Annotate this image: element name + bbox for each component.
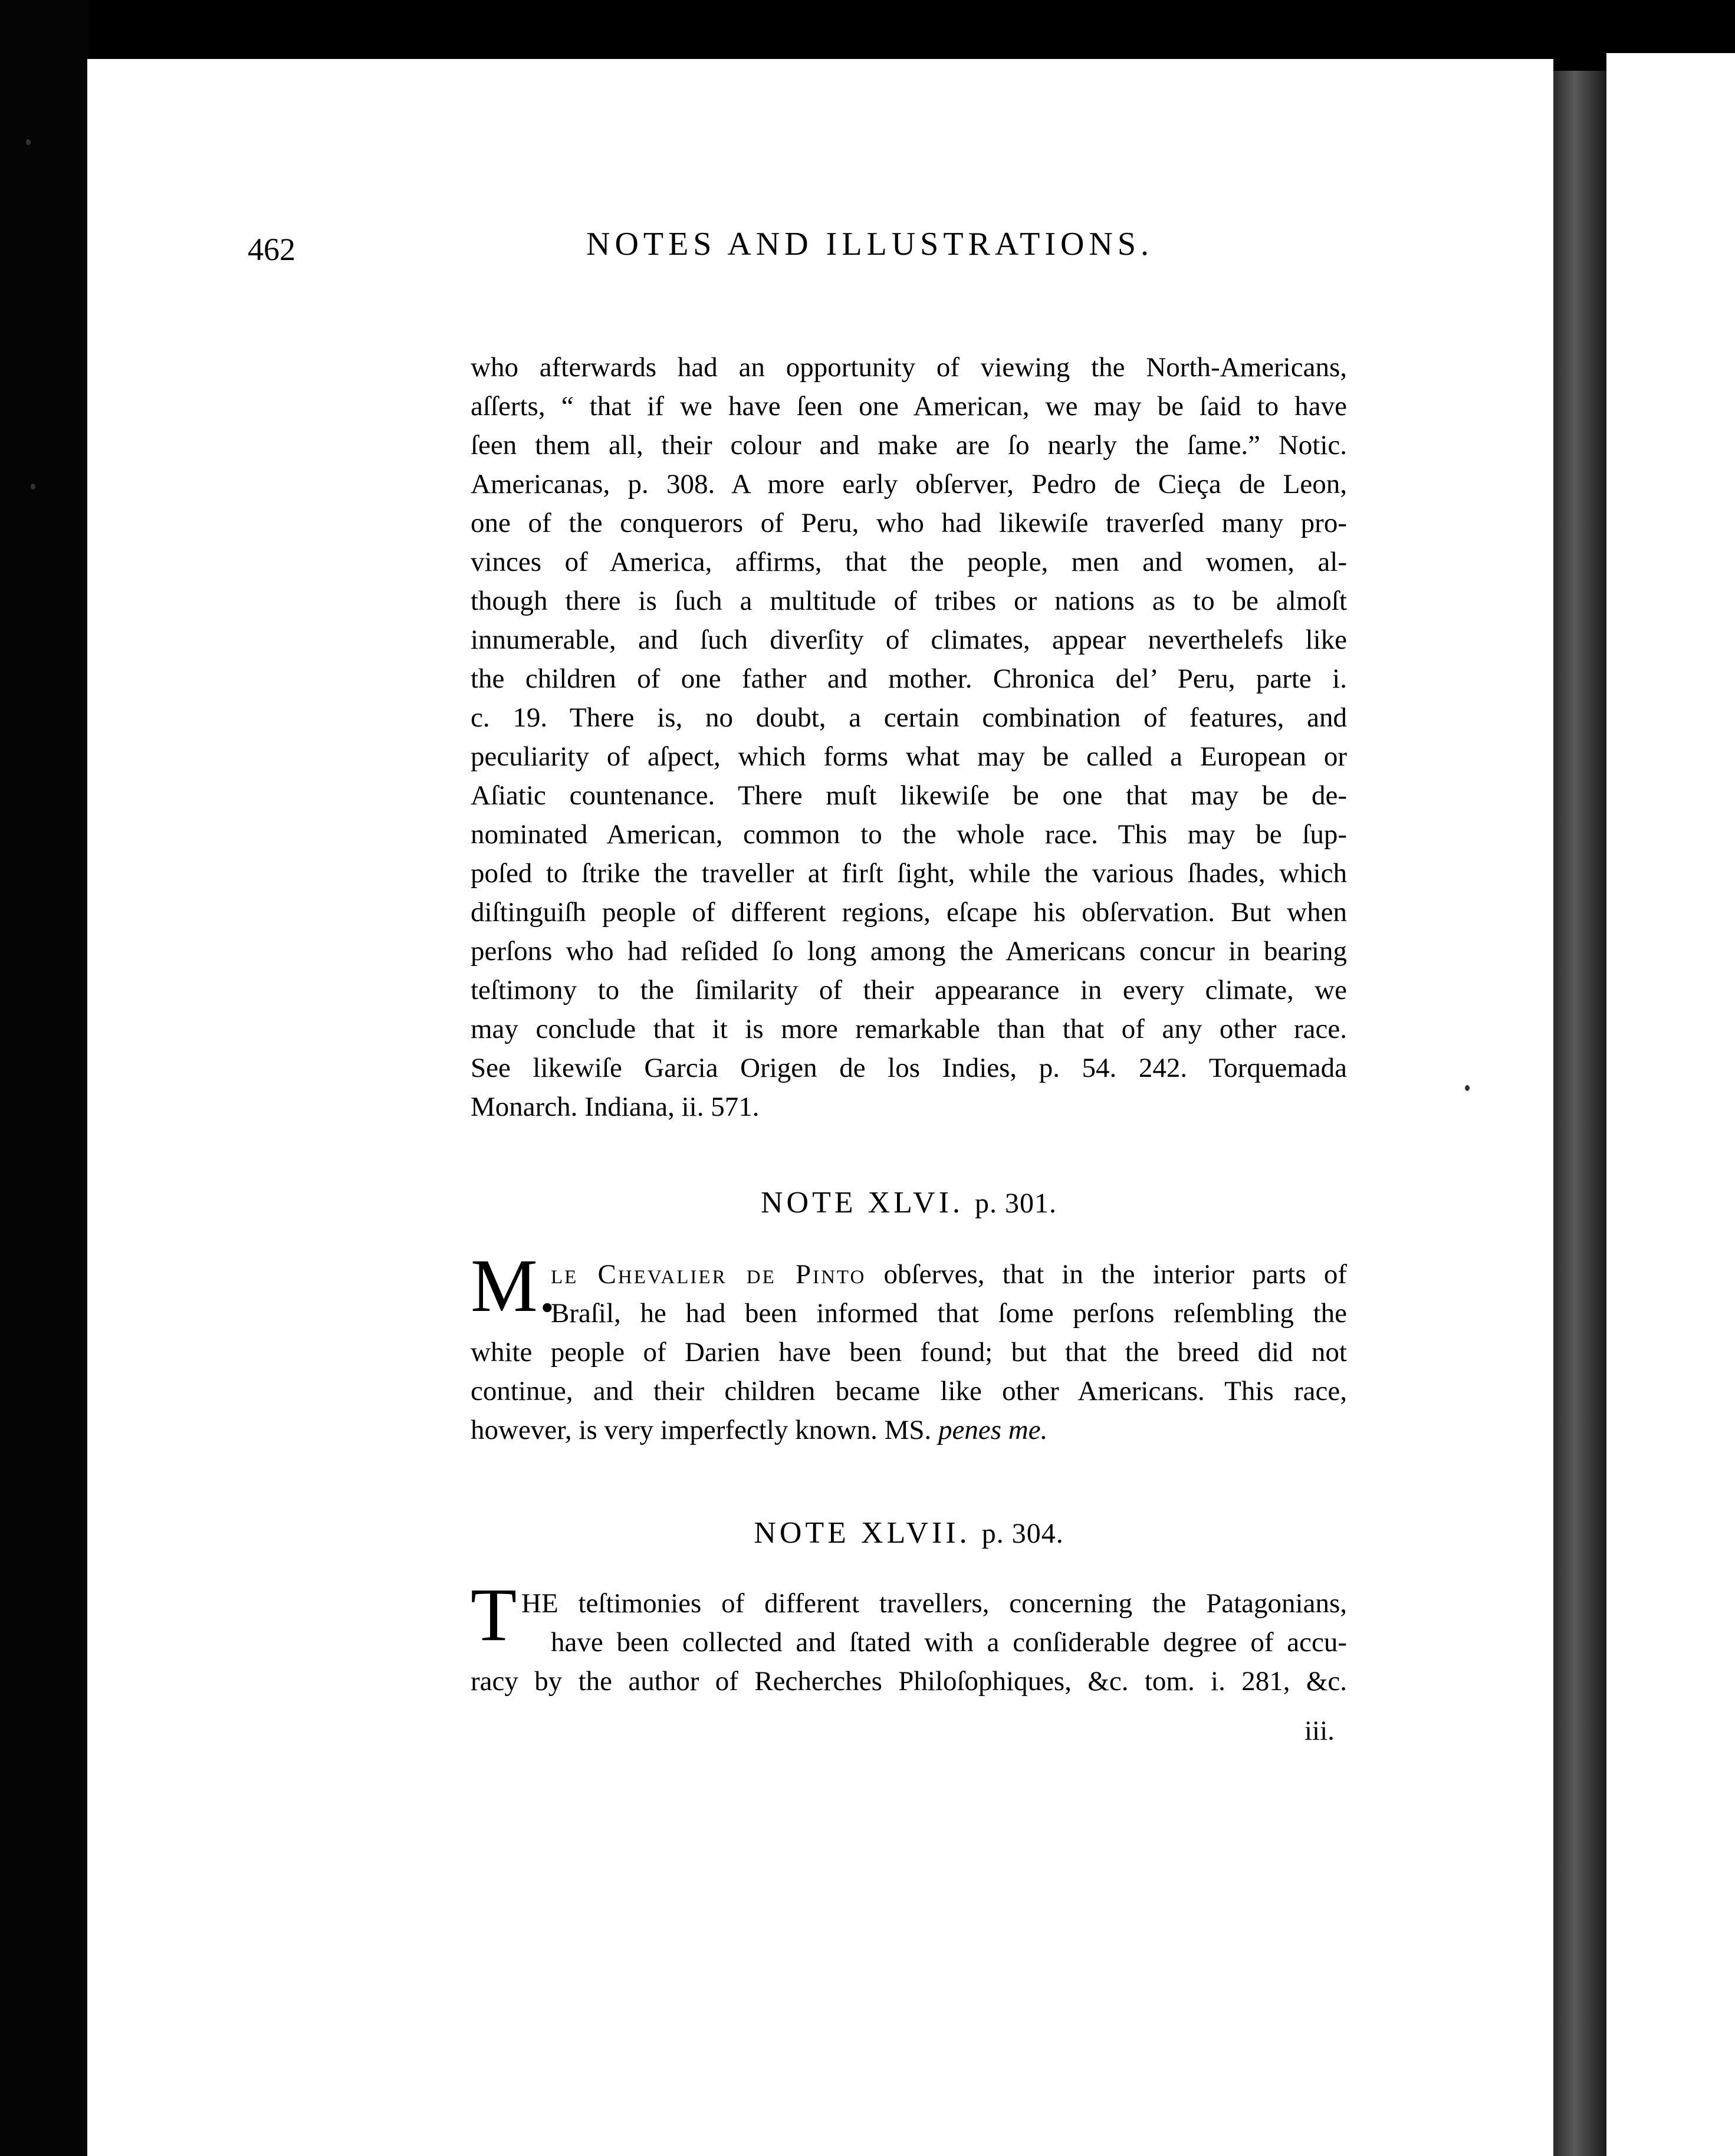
note-xlvii-paragraph [471,1573,1347,1701]
text-line: ſeen them all, their colour and make are ſo nearly the ſame.” Notic. [471,430,1347,461]
drop-cap: M. [471,1244,557,1327]
note-heading-xlvii [471,1516,1347,1550]
text-fragment: obſerves, that in the interior parts of [866,1259,1347,1290]
text-line: diſtinguiſh people of different regions, eſcape his obſervation. But when [471,897,1347,928]
note-page-ref: p. 304. [981,1518,1064,1549]
text-line: who afterwards had an opportunity of viewing the North-Americans, [471,352,1347,383]
scan-speck [1465,1085,1470,1091]
small-caps-name: le Chevalier de Pinto [551,1259,866,1290]
scan-speck [31,484,35,489]
text-line: aſſerts, “ that if we have ſeen one American, we may be ſaid to have [471,391,1347,422]
text-line: white people of Darien have been found; but that the breed did not [471,1337,1347,1368]
text-line: the children of one father and mother. Chronica del’ Peru, parte i. [471,663,1347,694]
scan-speck [26,139,31,145]
page-gutter [1553,71,1606,2156]
scan-left-border [0,0,88,2156]
italic-text: penes me. [938,1415,1048,1445]
text-line: racy by the author of Recherches Philoſophiques, &c. tom. i. 281, &c. [471,1666,1347,1697]
text-fragment: however, is very imperfectly known. MS. [471,1415,939,1445]
continuation-paragraph [471,348,1347,1126]
page-number: 462 [248,232,295,267]
catchword: iii. [1304,1715,1335,1746]
text-line [471,1411,1347,1450]
note-page-ref: p. 301. [975,1188,1057,1219]
text-line: may conclude that it is more remarkable than that of any other race. [471,1014,1347,1044]
text-line: though there is ſuch a multitude of tribes or nations as to be almoſt [471,586,1347,616]
note-heading-xlvi [471,1185,1347,1220]
text-line: have been collected and ſtated with a conſiderable degree of accu- [551,1627,1347,1658]
text-line: teſtimony to the ſimilarity of their appearance in every climate, we [471,975,1347,1005]
text-line: Monarch. Indiana, ii. 571. [471,1092,760,1122]
text-line: innumerable, and ſuch diverſity of climates, appear neverthelefs like [471,625,1347,655]
text-line: HE teſtimonies of different travellers, concerning the Patagonians, [521,1588,1347,1619]
text-line: poſed to ſtrike the traveller at firſt ſight, while the various ſhades, which [471,858,1347,889]
text-line: peculiarity of aſpect, which forms what may be called a European or [471,741,1347,772]
text-line: nominated American, common to the whole race. This may be ſup- [471,819,1347,850]
note-xlvi-paragraph [471,1244,1347,1450]
text-line [471,1255,1347,1294]
text-line: Aſiatic countenance. There muſt likewiſe be one that may be de- [471,780,1347,811]
text-line: c. 19. There is, no doubt, a certain combination of features, and [471,702,1347,733]
text-line: See likewiſe Garcia Origen de los Indies, p. 54. 242. Torquemada [471,1053,1347,1083]
running-title: NOTES AND ILLUSTRATIONS. [586,226,1154,262]
running-head [248,225,1380,272]
text-line: perſons who had reſided ſo long among the Americans concur in bearing [471,936,1347,967]
text-line: one of the conquerors of Peru, who had likewiſe traverſed many pro- [471,508,1347,538]
text-line: Braſil, he had been informed that ſome perſons reſembling the [551,1298,1347,1329]
text-line: continue, and their children became like other Americans. This race, [471,1376,1347,1406]
note-title: NOTE XLVII. [754,1516,971,1550]
facing-page-edge [1606,53,1735,2156]
text-line: vinces of America, affirms, that the people, men and women, al- [471,547,1347,577]
note-title: NOTE XLVI. [760,1186,964,1220]
text-line: Americanas, p. 308. A more early obſerver, Pedro de Cieça de Leon, [471,469,1347,499]
drop-cap: T [471,1573,517,1657]
